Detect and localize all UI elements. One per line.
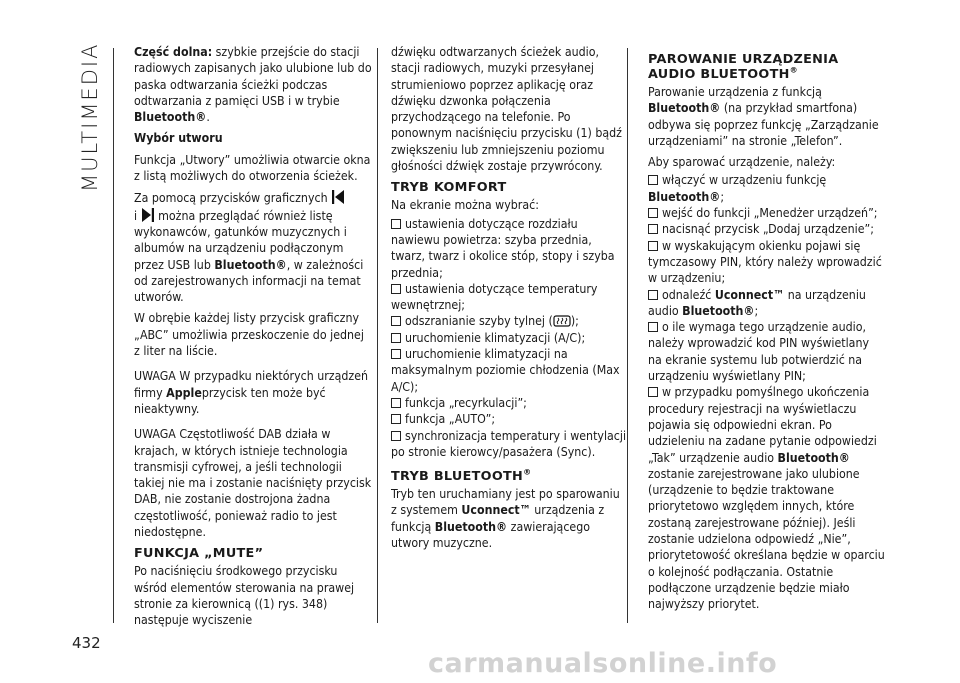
bullet-icon	[648, 241, 658, 251]
heading-mute: FUNKCJA „MUTE”	[134, 546, 264, 562]
bullet-icon	[391, 333, 401, 343]
text-run: (na przykład smartfona) odbywa się poprzez funkcję „Zarządzanie urządzeniami” na stronie „Telefon”.	[648, 101, 879, 148]
list-item	[648, 205, 886, 221]
text-run: w wyskakującym okienku pojawi się tymczasowy PIN, który należy wprowadzić w urządzeniu;	[648, 238, 882, 286]
paragraph-bluetooth-mode	[391, 486, 629, 551]
text-run: ;	[754, 303, 759, 318]
text-run: urządzenia z funkcją	[391, 503, 605, 534]
bullet-icon	[391, 349, 401, 359]
comfort-list	[391, 216, 629, 460]
text-column-1	[134, 44, 372, 634]
next-track-icon	[141, 207, 155, 223]
list-item	[648, 238, 886, 287]
previous-track-icon	[331, 189, 345, 205]
term-uconnect: Uconnect™	[714, 287, 785, 302]
note-apple	[134, 368, 372, 417]
text-run: odnaleźć	[662, 287, 715, 302]
bullet-icon	[648, 387, 658, 397]
list-item	[391, 395, 629, 411]
list-item	[391, 411, 629, 427]
list-item	[391, 281, 629, 314]
note-dab: UWAGA Częstotliwość DAB działa w krajach, w których istnieje technologia transmisji cyfrowej, a jeśli technologii takiej nie ma i zostanie naciśnięty przycisk DAB, nie zostanie dostrojona żadna częstotliwość, ponieważ radio to jest niedostępne.	[134, 427, 372, 540]
bullet-icon	[648, 208, 658, 218]
term-bluetooth: Bluetooth®	[682, 303, 755, 318]
paragraph-tracks: Funkcja „Utwory” umożliwia otwarcie okna z listą możliwych do otworzenia ścieżek.	[134, 152, 371, 184]
text-column-3	[648, 52, 886, 613]
text-run: o ile wymaga tego urządzenie audio, należy wprowadzić kod PIN wyświetlany na ekranie systemu lub potwierdzić na urządzeniu wyświetlany PIN;	[648, 320, 870, 384]
term-apple: Apple	[166, 385, 202, 400]
section-side-title: MULTIMEDIA	[78, 42, 102, 192]
paragraph-comfort-intro: Na ekranie można wybrać:	[391, 198, 539, 213]
text-run: włączyć w urządzeniu funkcję	[662, 173, 827, 188]
paragraph-pairing-intro	[648, 84, 886, 149]
term-lower-part: Część dolna:	[134, 45, 213, 59]
text-run: );	[570, 314, 579, 329]
subheading-track-select: Wybór utworu	[134, 131, 223, 146]
bullet-icon	[391, 398, 401, 408]
bullet-icon	[648, 175, 658, 185]
paragraph-pairing-steps-intro: Aby sparować urządzenie, należy:	[648, 155, 836, 170]
rear-defrost-icon	[553, 315, 571, 327]
list-item	[648, 287, 886, 320]
text-run: Tryb ten uruchamiany jest po sparowaniu z systemem	[391, 487, 620, 518]
text-run: synchronizacja temperatury i wentylacji po stronie kierowcy/pasażera (Sync).	[391, 428, 627, 459]
paragraph-mute: Po naciśnięciu środkowego przycisku wśród elementów sterowania na prawej stronie za kierownicą ((1) rys. 348) następuje wyciszenie	[134, 564, 355, 628]
text-run: szybkie przejście do stacji radiowych zapisanych jako ulubione lub do paska odtwarzania ścieżki podczas odtwarzania z pamięci USB i w trybie	[134, 45, 372, 108]
text-run: PAROWANIE URZĄDZENIA	[648, 52, 839, 67]
text-run: zostanie zarejestrowane jako ulubione (urządzenie to będzie traktowane priorytetowo względem innych, które zostaną zarejestrowane później). Jeśli zostanie udzielona odpowiedź „Nie”, priorytetowość określana będzie w oparciu o kolejność podłączania. Ostatnie podłączone urządzenie będzie miało najwyższy priorytet.	[648, 466, 885, 612]
list-item	[391, 216, 629, 281]
text-run: na urządzeniu audio	[648, 287, 866, 318]
text-run: funkcja „AUTO”;	[405, 412, 496, 427]
bullet-icon	[391, 414, 401, 424]
heading-pairing	[648, 52, 886, 82]
term-bluetooth: Bluetooth®	[648, 189, 721, 204]
list-item	[391, 330, 629, 346]
list-item	[391, 428, 629, 461]
text-run: .	[206, 110, 210, 125]
text-run: TRYB BLUETOOTH	[391, 469, 524, 485]
list-item	[648, 172, 886, 205]
bullet-icon	[648, 224, 658, 234]
page-number: 432	[72, 634, 101, 652]
bullet-icon	[391, 284, 401, 294]
heading-comfort-mode: TRYB KOMFORT	[391, 180, 507, 196]
list-item	[648, 319, 886, 384]
paragraph-mute-continued: dźwięku odtwarzanych ścieżek audio, stacji radiowych, muzyki przesyłanej strumieniowo poprzez aplikację oraz dźwięku dzwonka połączenia przychodzącego na telefonie. Po ponownym naciśnięciu przycisku (1) bądź zwiększeniu lub zmniejszeniu poziomu głośności dźwięk zostaje przywrócony.	[391, 45, 622, 174]
bullet-icon	[648, 322, 658, 332]
term-bluetooth: Bluetooth®	[214, 257, 287, 272]
pairing-steps-list	[648, 172, 886, 612]
heading-bluetooth-mode	[391, 469, 629, 484]
text-run: przycisk ten może być nieaktywny.	[134, 385, 326, 416]
text-run: Za pomocą przycisków graficznych	[134, 191, 328, 206]
text-run: ustawienia dotyczące rozdziału nawiewu powietrza: szyba przednia, twarz, twarz i okolice stóp, stopy i szyba przednia;	[391, 216, 615, 280]
paragraph-lower-part	[134, 44, 372, 125]
text-run: ustawienia dotyczące temperatury wewnętrznej;	[391, 281, 598, 313]
term-bluetooth: Bluetooth®	[434, 519, 508, 534]
list-item	[648, 221, 886, 237]
text-run: uruchomienie klimatyzacji (A/C);	[405, 330, 586, 345]
registered-mark: ®	[789, 65, 798, 75]
text-run: AUDIO BLUETOOTH	[648, 67, 790, 82]
text-run: uruchomienie klimatyzacji na maksymalnym poziomie chłodzenia (Max A/C);	[391, 347, 620, 394]
text-run: funkcja „recyrkulacji”;	[405, 395, 527, 410]
term-bluetooth: Bluetooth®	[777, 450, 850, 465]
text-run: odszranianie szyby tylnej (	[405, 314, 553, 329]
text-run: w przypadku pomyślnego ukończenia procedury rejestracji na wyświetlaczu pojawia się odpowiedni ekran. Po udzieleniu na zadane pytanie odpowiedzi „Tak” urządzenie audio	[648, 385, 877, 465]
term-bluetooth: Bluetooth®	[648, 101, 721, 116]
side-divider	[113, 48, 114, 623]
text-run: wejść do funkcji „Menedżer urządzeń”;	[662, 206, 878, 221]
watermark: carmanualsonline.info	[428, 648, 778, 679]
column-divider-1	[377, 48, 378, 623]
text-run: i	[134, 208, 138, 223]
paragraph-graphic-buttons	[134, 189, 372, 305]
bullet-icon	[391, 316, 401, 326]
term-uconnect: Uconnect™	[461, 503, 531, 518]
text-run: , w zależności od zarejestrowanych informacji na temat utworów.	[134, 257, 364, 305]
text-column-2	[391, 44, 629, 556]
text-run: można przeglądać również listę wykonawców, gatunków muzycznych i albumów na urządzeniu podłączonym przez USB lub	[134, 208, 347, 272]
list-item	[391, 313, 629, 329]
list-item	[391, 346, 629, 395]
text-run: nacisnąć przycisk „Dodaj urządzenie”;	[662, 222, 874, 237]
text-run: Parowanie urządzenia z funkcją	[648, 85, 822, 99]
paragraph-abc-button: W obrębie każdej listy przycisk graficzny „ABC” umożliwia przeskoczenie do jednej z liter na liście.	[134, 311, 364, 359]
registered-mark: ®	[523, 467, 532, 477]
text-run: zawierającego utwory muzyczne.	[391, 519, 591, 551]
bullet-icon	[648, 290, 658, 300]
term-bluetooth: Bluetooth®	[134, 110, 207, 125]
bullet-icon	[391, 431, 401, 441]
text-run: UWAGA W przypadku niektórych urządzeń firmy	[134, 369, 369, 400]
list-item	[648, 384, 886, 612]
bullet-icon	[391, 219, 401, 229]
text-run: ;	[720, 189, 725, 204]
